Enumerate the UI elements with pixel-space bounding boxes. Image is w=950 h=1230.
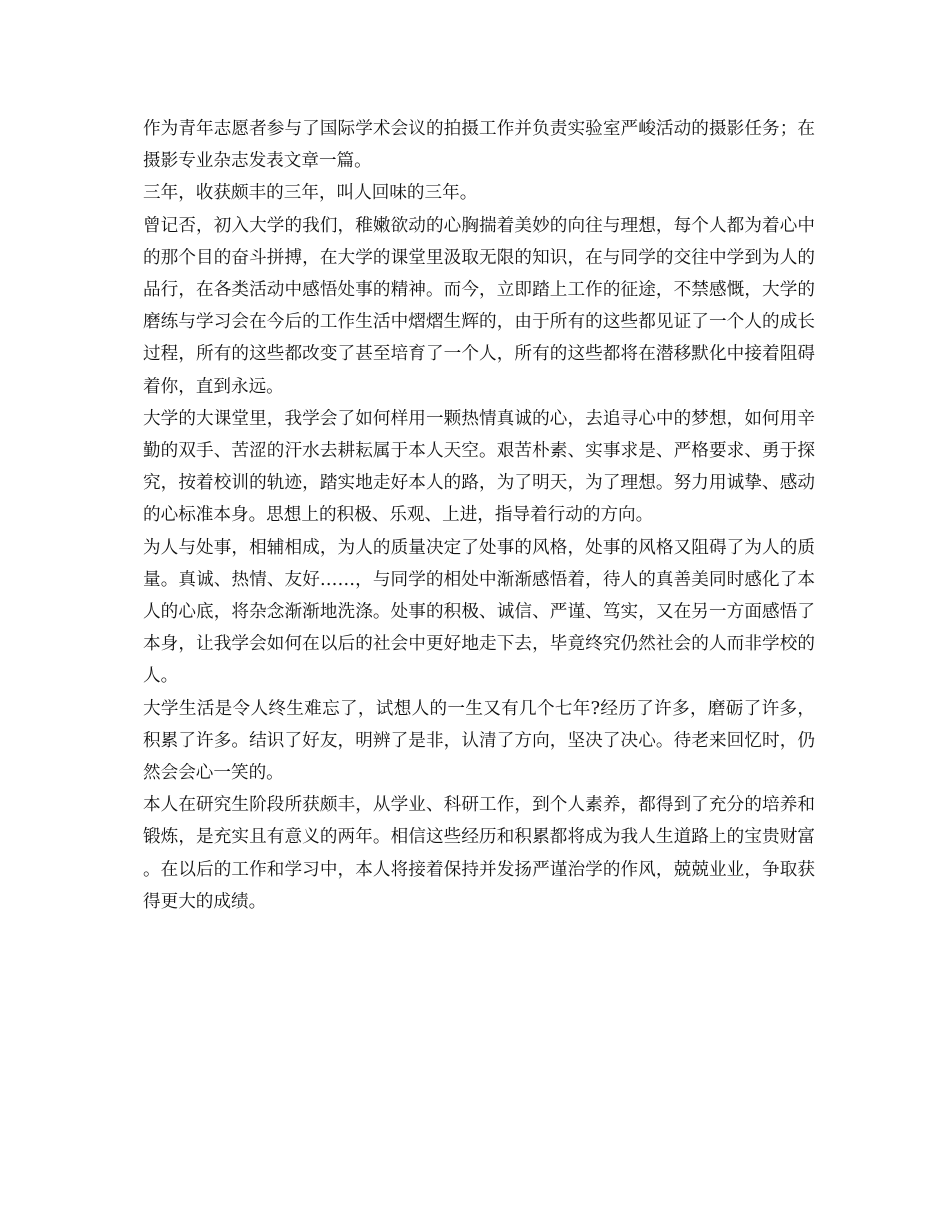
paragraph-classroom: 大学的大课堂里，我学会了如何样用一颗热情真诚的心，去追寻心中的梦想，如何用辛勤的双手、苦涩的汗水去耕耘属于本人天空。艰苦朴素、实事求是、严格要求、勇于探究，按着校训的轨迹，踏实地走好本人的路，为了明天，为了理想。努力用诚挚、感动的心标准本身。思想上的积极、乐观、上进，指导着行动的方向。 [143,408,815,526]
paragraph-three-years: 三年，收获颇丰的三年，叫人回味的三年。 [143,183,478,204]
paragraph-conduct: 为人与处事，相辅相成，为人的质量决定了处事的风格，处事的风格又阻碍了为人的质量。真诚、热情、友好……，与同学的相处中渐渐感悟着，待人的真善美同时感化了本人的心底，将杂念渐渐地洗涤。处事的积极、诚信、严谨、笃实，又在另一方面感悟了本身，让我学会如何在以后的社会中更好地走下去，毕竟终究仍然社会的人而非学校的人。 [143,537,815,687]
paragraph-graduate-summary: 本人在研究生阶段所获颇丰，从学业、科研工作，到个人素养，都得到了充分的培养和锻炼，是充实且有意义的两年。相信这些经历和积累都将成为我人生道路上的宝贵财富。在以后的工作和学习中，本人将接着保持并发扬严谨治学的作风，兢兢业业，争取获得更大的成绩。 [143,795,815,912]
paragraph-university-life: 大学生活是令人终生难忘了，试想人的一生又有几个七年?经历了许多，磨砺了许多，积累了许多。结识了好友，明辨了是非，认清了方向，坚决了决心。待老来回忆时，仍然会会心一笑的。 [143,698,815,784]
paragraph-memories: 曾记否，初入大学的我们，稚嫩欲动的心胸揣着美妙的向往与理想，每个人都为着心中的那个目的奋斗拼搏，在大学的课堂里汲取无限的知识，在与同学的交往中学到为人的品行，在各类活动中感悟处事的精神。而今，立即踏上工作的征途，不禁感慨，大学的磨练与学习会在今后的工作生活中熠熠生辉的，由于所有的这些都见证了一个人的成长过程，所有的这些都改变了甚至培育了一个人，所有的这些都将在潜移默化中接着阻碍着你，直到永远。 [143,215,815,397]
document-body [143,113,815,918]
paragraph-volunteer: 作为青年志愿者参与了国际学术会议的拍摄工作并负责实验室严峻活动的摄影任务；在摄影专业杂志发表文章一篇。 [143,119,815,172]
